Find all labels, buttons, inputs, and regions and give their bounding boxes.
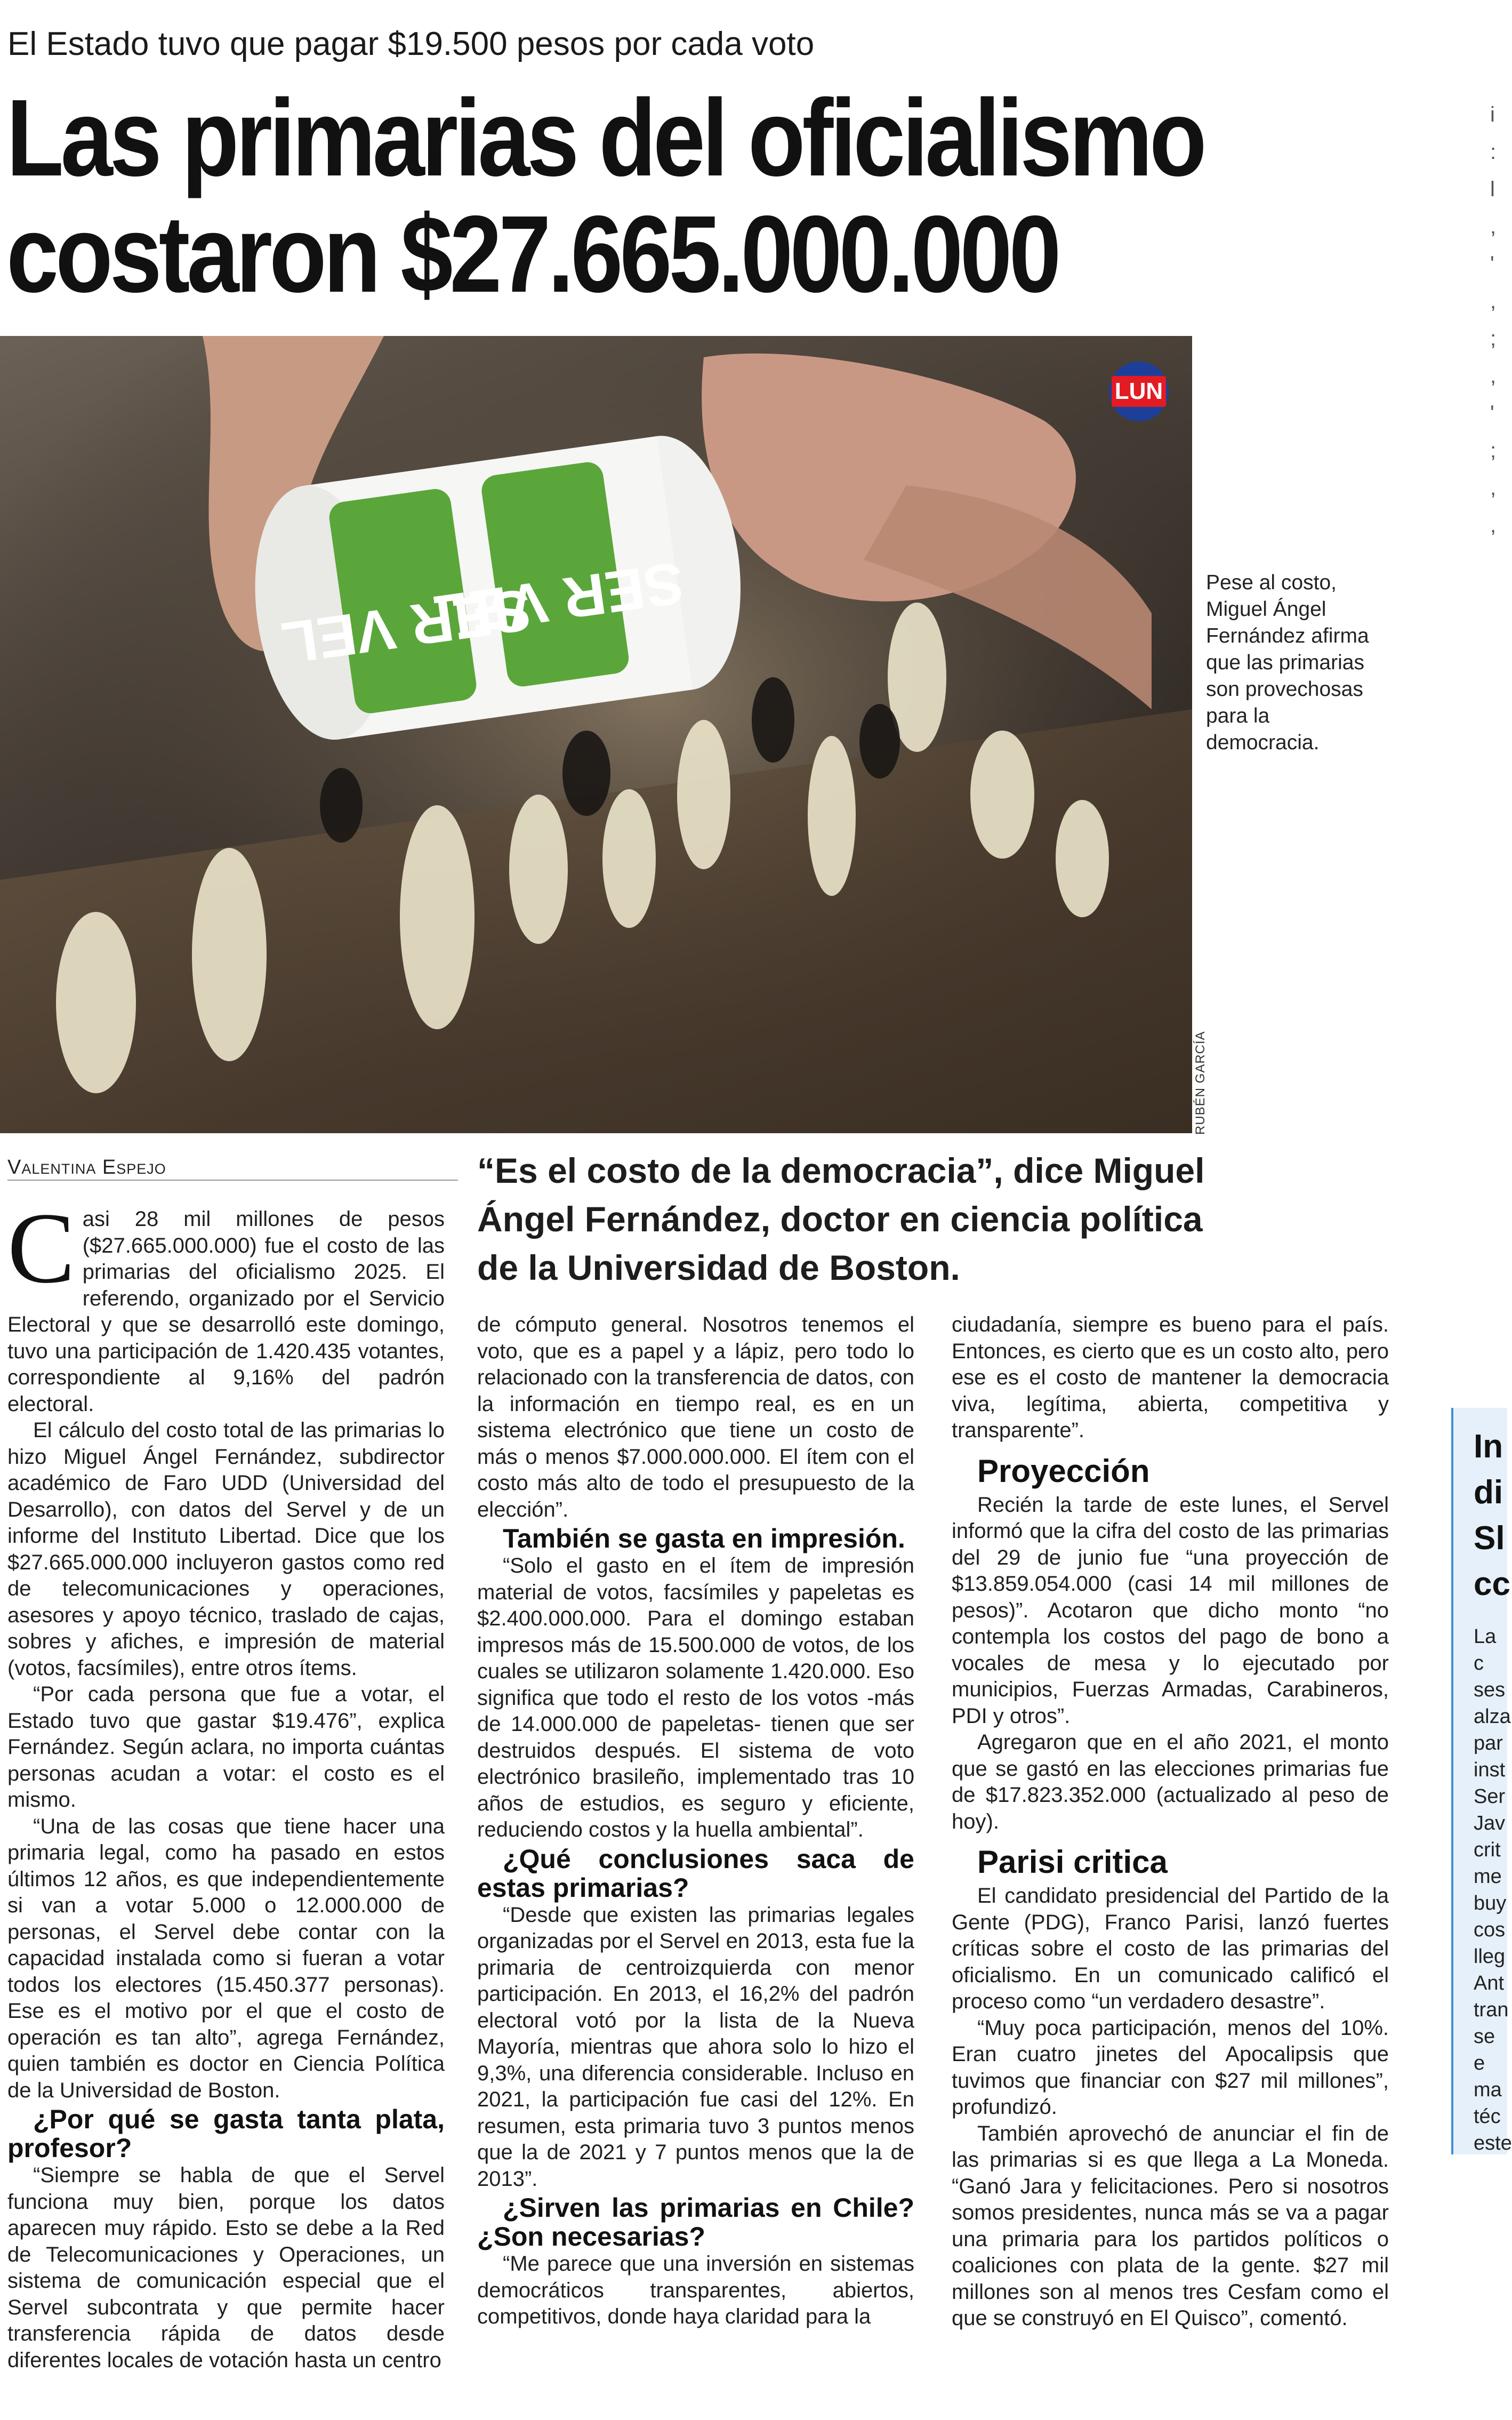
interview-question: ¿Sirven las primarias en Chile? ¿Son necesarias? bbox=[477, 2193, 914, 2251]
article-column-2 bbox=[477, 1312, 914, 2330]
body-paragraph: “Una de las cosas que tiene hacer una primaria legal, como ha pasado en estos últimos 12 años, es que independientemente si van a votar 5.000 o 12.000.000 de personas, el Servel debe contar con la capacidad instalada como si fueran a votar todos los electores (15.450.377 personas). Ese es el motivo por el que el costo de operación es tan alto”, agrega Fernández, quien también es doctor en Ciencia Política de la Universidad de Boston. bbox=[7, 1814, 445, 2102]
body-paragraph: Agregaron que en el año 2021, el monto que se gastó en las elecciones primarias fue de $17.823.352.000 (actualizado al peso de hoy). bbox=[952, 1730, 1389, 1833]
adjacent-article-fragment: i : l , ' , ; , ' ; , , bbox=[1490, 103, 1497, 537]
lead-paragraph bbox=[7, 1192, 445, 1417]
article-photo bbox=[0, 336, 1192, 1133]
headline-line-2: costaron $27.665.000.000 bbox=[6, 193, 1058, 315]
drop-cap: C bbox=[7, 1192, 75, 1304]
body-paragraph: Recién la tarde de este lunes, el Servel informó que la cifra del costo de las primarias del 29 de junio fue “una proyección de $13.859.054.000 (casi 14 mil millones de pesos)”. Acotaron que dicho monto “no contempla los costos del pago de bono a vocales de mesa y lo ejecutado por municipios, Fuerzas Armadas, Carabineros, PDI y otros”. bbox=[952, 1493, 1389, 1728]
article-pullquote: “Es el costo de la democracia”, dice Miguel Ángel Fernández, doctor en ciencia política de la Universidad de Boston. bbox=[477, 1151, 1205, 1287]
body-paragraph: “Muy poca participación, menos del 10%. Eran cuatro jinetes del Apocalipsis que tuvimos que financiar con $27 mil millones”, profundizó. bbox=[952, 2016, 1389, 2119]
body-paragraph: ciudadanía, siempre es bueno para el país. Entonces, es cierto que es un costo alto, pero ese es el costo de mantener la democracia viva, legítima, abierta, competitiva y transparente”. bbox=[952, 1313, 1389, 1442]
body-paragraph: “Solo el gasto en el ítem de impresión material de votos, facsímiles y papeletas es $2.400.000.000. Para el domingo estaban impresos más de 15.500.000 de votos, de los cuales se utilizaron solamente 1.420.000. Eso significa que todo el resto de los votos -más de 14.000.000 de papeletas- tienen que ser destruidos después. El sistema de voto electrónico brasileño, implementado tras 10 años de estudios, es seguro y eficiente, reduciendo costos y la huella ambiental”. bbox=[477, 1554, 914, 1841]
lead-paragraph-text: asi 28 mil millones de pesos ($27.665.000.000) fue el costo de las primarias del oficialismo 2025. El referendo, organizado por el Servicio Electoral y que se desarrolló este domingo, tuvo una participación de 1.420.435 votantes, correspondiente al 9,16% del padrón electoral. bbox=[7, 1207, 445, 1416]
photo-credit: RUBÉN GARCÍA bbox=[1193, 1031, 1208, 1135]
body-paragraph: “Siempre se habla de que el Servel funciona muy bien, porque los datos aparecen muy rápido. Esto se debe a la Red de Telecomunicaciones y Operaciones, un sistema de comunicación especial que el Servel subcontrata y que permite hacer transferencia rápida de datos desde diferentes locales de votación hasta un centro bbox=[7, 2163, 445, 2372]
photo-illustration bbox=[0, 336, 1192, 1133]
photo-caption: Pese al costo, Miguel Ángel Fernández afirma que las primarias son provechosas para la democracia. bbox=[1206, 571, 1369, 754]
sidebar-title: In di Sl cc bbox=[1474, 1428, 1510, 1602]
headline-line-1: Las primarias del oficialismo bbox=[6, 77, 1204, 199]
body-paragraph: “Desde que existen las primarias legales organizadas por el Servel en 2013, esta fue la primaria de centroizquierda con menor participación. En 2013, el 16,2% del padrón electoral votó por la lista de la Nueva Mayoría, mientras que ahora solo lo hizo el 9,3%, una diferencia considerable. Incluso en 2021, la participación fue casi del 12%. En resumen, esta primaria tuvo 3 puntos menos que la de 2021 y 7 puntos menos que la de 2013”. bbox=[477, 1903, 914, 2191]
interview-question: ¿Por qué se gasta tanta plata, profesor? bbox=[7, 2104, 445, 2163]
interview-question: ¿Qué conclusiones saca de estas primarias? bbox=[477, 1844, 914, 1903]
body-paragraph: “Me parece que una inversión en sistemas democráticos transparentes, abiertos, competitivos, donde haya claridad para la bbox=[477, 2252, 914, 2328]
body-paragraph: de cómputo general. Nosotros tenemos el voto, que es a papel y a lápiz, pero todo lo relacionado con la transferencia de datos, con la información en tiempo real, es en un sistema electrónico que tiene un costo de más o menos $7.000.000.000. El ítem con el costo más alto de todo el presupuesto de la elección”. bbox=[477, 1313, 914, 1521]
article-headline bbox=[6, 77, 1204, 315]
article-byline: Valentina Espejo bbox=[7, 1156, 166, 1179]
related-article-sidebar bbox=[1451, 1408, 1512, 2154]
body-paragraph: El candidato presidencial del Partido de la Gente (PDG), Franco Parisi, lanzó fuertes críticas sobre el costo de las primarias del oficialismo. En un comunicado calificó el proceso como “un verdadero desastre”. bbox=[952, 1884, 1389, 2013]
body-paragraph: El cálculo del costo total de las primarias lo hizo Miguel Ángel Fernández, subdirector académico de Faro UDD (Universidad del Desarrollo), con datos del Servel y de un informe del Instituto Libertad. Dice que los $27.665.000.000 incluyeron gastos como red de telecomunicaciones y operaciones, asesores y apoyo técnico, traslado de cajas, sobres y afiches, e impresión de material (votos, facsímiles), entre otros ítems. bbox=[7, 1419, 445, 1680]
byline-divider bbox=[7, 1180, 458, 1181]
body-paragraph: “Por cada persona que fue a votar, el Estado tuvo que gastar $19.476”, explica Fernández. Según aclara, no importa cuántas personas acudan a votar: el costo es el mismo. bbox=[7, 1682, 445, 1812]
sidebar-text: La c ses alza par inst Ser Jav crit me buy cos lleg Ant tran se e ma téc este bbox=[1474, 1625, 1512, 2154]
interview-question: También se gasta en impresión. bbox=[503, 1524, 905, 1553]
lun-logo-text: LUN bbox=[1112, 376, 1166, 407]
sticker-text: SER VEL bbox=[277, 576, 535, 676]
lun-logo bbox=[1109, 362, 1169, 421]
article-kicker: El Estado tuvo que pagar $19.500 pesos por cada voto bbox=[7, 26, 815, 62]
section-heading: Parisi critica bbox=[977, 1844, 1168, 1880]
body-paragraph: También aprovechó de anunciar el fin de las primarias si es que llega a La Moneda. “Ganó Jara y felicitaciones. Pero si nosotros somos presidentes, nunca más se va a pagar una primaria para los partidos políticos o coaliciones con plata de la gente. $27 mil millones son al menos tres Cesfam como el que se construyó en El Quisco”, comentó. bbox=[952, 2121, 1389, 2330]
article-column-3 bbox=[952, 1312, 1389, 2332]
article-column-1 bbox=[7, 1192, 445, 2374]
sticker-text: SER VEL bbox=[430, 549, 688, 650]
section-heading: Proyección bbox=[977, 1453, 1150, 1489]
